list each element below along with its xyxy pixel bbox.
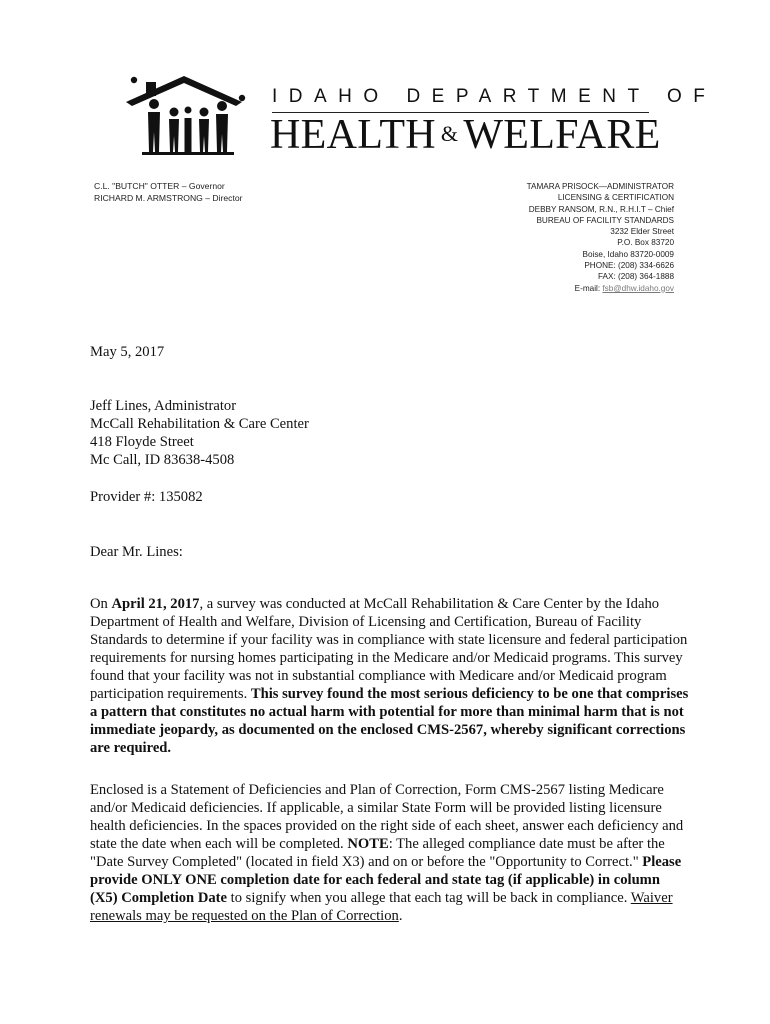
address-city: Boise, Idaho 83720-0009 — [582, 249, 674, 259]
para2-text-2: : The alleged compliance date must be after the "Date Survey Completed" (located in field X3) and on or before the "Opportunity to Correct." — [90, 835, 665, 870]
official-division: LICENSING & CERTIFICATION — [557, 193, 674, 203]
waiver-renewal-note: Waiver renewals may be requested on the Plan of Correction — [90, 890, 673, 925]
completion-date-instruction: Please provide ONLY ONE completion date for each federal and state tag (if applicable) in column (X5) Completion Date — [90, 853, 682, 907]
email-link[interactable]: fsb@dhw.idaho.gov — [602, 283, 674, 293]
provider-number: Provider #: 135082 — [90, 489, 203, 505]
address-po-box: P.O. Box 83720 — [617, 238, 674, 248]
paragraph-plan-of-correction — [90, 781, 690, 926]
para1-text-2: , a survey was conducted at McCall Rehabilitation & Care Center by the Idaho Department of Health and Welfare, Division of Licensing and Certification, Bureau of Facility Standards to determine if your facility was in compliance with state licensure and federal participation requirements for nursing homes participating in the Medicare and/or Medicaid programs. This survey found that your facility was not in substantial compliance with Medicare and/or Medicaid program participation requirements. — [90, 595, 688, 703]
para2-text-3: to signify when you allege that each tag will be back in compliance. — [227, 890, 631, 907]
para1-text-1: On — [90, 595, 112, 612]
recipient-city: Mc Call, ID 83638-4508 — [90, 452, 235, 469]
department-name-health: HEALTH — [270, 112, 436, 158]
address-street: 3232 Elder Street — [610, 227, 674, 237]
official-administrator: TAMARA PRISOCK—ADMINISTRATOR — [526, 182, 674, 191]
salutation: Dear Mr. Lines: — [90, 544, 183, 560]
recipient-address — [90, 397, 690, 469]
recipient-name: Jeff Lines, Administrator — [90, 398, 237, 414]
letter-date: May 5, 2017 — [90, 344, 165, 360]
contact-fax: FAX: (208) 364-1888 — [597, 272, 674, 282]
para2-text-1: Enclosed is a Statement of Deficiencies and Plan of Correction, Form CMS-2567 listing Medicare and/or Medicaid deficiencies. If applicable, a similar State Form will be provided listing licensure health deficiencies. In the spaces provided on the right side of each sheet, answer each deficiency and state the date when each will be completed. — [90, 781, 684, 852]
survey-date: April 21, 2017 — [111, 595, 200, 612]
officials-right — [527, 181, 674, 294]
para2-text-4: . — [398, 908, 403, 925]
contact-email — [527, 283, 674, 294]
department-line: IDAHO DEPARTMENT OF — [272, 86, 717, 107]
recipient-street: 418 Floyde Street — [90, 434, 194, 451]
department-name-welfare: WELFARE — [463, 112, 661, 158]
paragraph-survey-findings — [90, 595, 690, 758]
department-name-ampersand: & — [440, 121, 459, 146]
official-director: RICHARD M. ARMSTRONG – Director — [94, 192, 243, 203]
official-governor: C.L. "BUTCH" OTTER – Governor — [94, 181, 225, 191]
family-logo-icon — [118, 72, 250, 158]
department-name — [270, 111, 661, 159]
official-bureau: BUREAU OF FACILITY STANDARDS — [536, 215, 674, 225]
email-label: E-mail: — [574, 283, 603, 293]
contact-phone: PHONE: (208) 334-6626 — [584, 261, 674, 271]
recipient-facility: McCall Rehabilitation & Care Center — [90, 416, 309, 433]
official-chief: DEBBY RANSOM, R.N., R.H.I.T – Chief — [528, 204, 674, 214]
officials-left — [94, 181, 243, 204]
note-label: NOTE — [347, 835, 389, 852]
deficiency-statement: This survey found the most serious deficiency to be one that comprises a pattern that constitutes no actual harm with potential for more than minimal harm that is not immediate jeopardy, as documented on the enclosed CMS-2567, whereby significant corrections are required. — [90, 686, 689, 757]
